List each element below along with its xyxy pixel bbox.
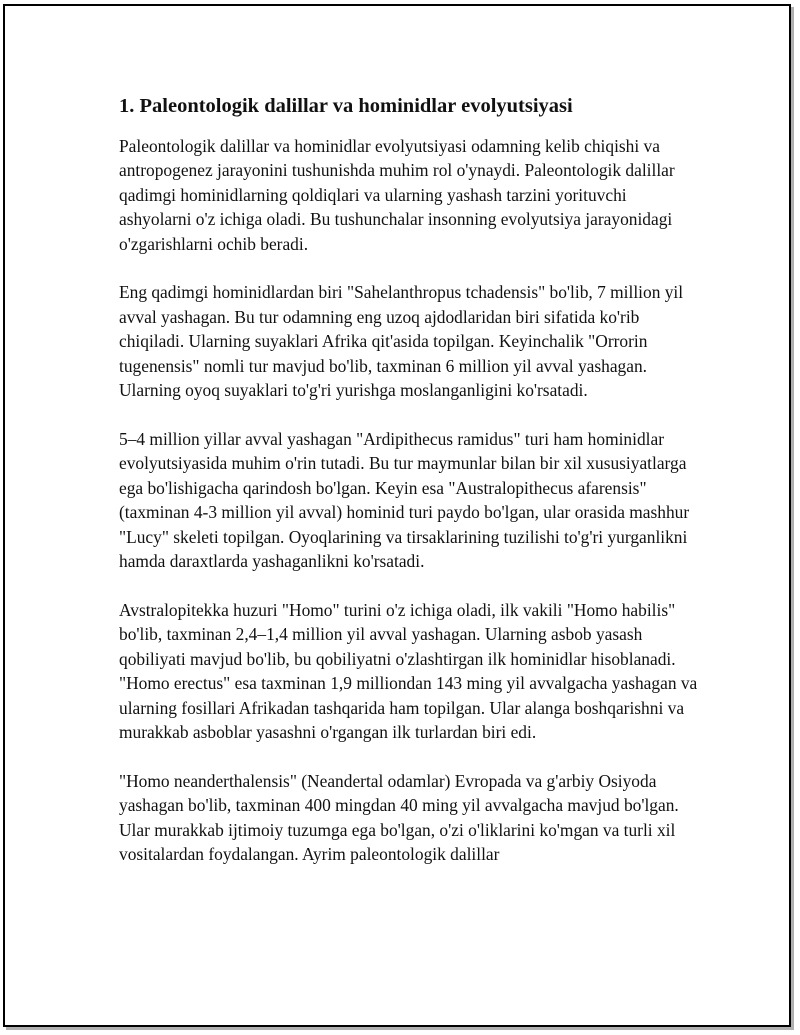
paragraph-homo: Avstralopitekka huzuri "Homo" turini o'z ichiga oladi, ilk vakili "Homo habilis" bo'lib, taxminan 2,4–1,4 million yil avval yashagan. Ularning asbob yasash qobiliyati mavjud bo'lib, bu qobiliyatni o'zlashtirgan ilk hominidlar hisoblanadi. "Homo erectus" esa taxminan 1,9 milliondan 143 ming yil avvalgacha yashagan va ularning fosillari Afrikadan tashqarida ham topilgan. Ular alanga boshqarishni va murakkab asboblar yasashni o'rgangan ilk turlardan biri edi. [119, 599, 698, 743]
paragraph-intro: Paleontologik dalillar va hominidlar evolyutsiyasi odamning kelib chiqishi va antropogenez jarayonini tushunishda muhim rol o'ynaydi. Paleontologik dalillar qadimgi hominidlarning qoldiqlari va ularning yashash tarzini yorituvchi ashyolarni o'z ichiga oladi. Bu tushunchalar insonning evolyutsiya jarayonidagi o'zgarishlarni ochib beradi. [119, 135, 675, 254]
paragraph-ardipithecus: 5–4 million yillar avval yashagan "Ardipithecus ramidus" turi ham hominidlar evolyutsiyasida muhim o'rin tutadi. Bu tur maymunlar bilan bir xil xususiyatlarga ega bo'lishigacha qarindosh bo'lgan. Keyin esa "Australopithecus afarensis" (taxminan 4-3 million yil avval) hominid turi paydo bo'lgan, ular orasida mashhur "Lucy" skeleti topilgan. Oyoqlarining va tirsaklarining tuzilishi to'g'ri yurganlikni hamda daraxtlarda yashaganlikni ko'rsatadi. [119, 428, 690, 572]
section-heading: 1. Paleontologik dalillar va hominidlar evolyutsiyasi [119, 95, 573, 117]
document-body [119, 94, 699, 891]
document-page [3, 4, 791, 1027]
paragraph-sahelanthropus: Eng qadimgi hominidlardan biri "Sahelanthropus tchadensis" bo'lib, 7 million yil avval yashagan. Bu tur odamning eng uzoq ajdodlaridan biri sifatida ko'rib chiqiladi. Ularning suyaklari Afrika qit'asida topilgan. Keyinchalik "Orrorin tugenensis" nomli tur mavjud bo'lib, taxminan 6 million yil avval yashagan. Ularning oyoq suyaklari to'g'ri yurishga moslanganligini ko'rsatadi. [119, 282, 684, 401]
paragraph-neanderthal: "Homo neanderthalensis" (Neandertal odamlar) Evropada va g'arbiy Osiyoda yashagan bo'lib, taxminan 400 mingdan 40 ming yil avvalgacha mavjud bo'lgan. Ular murakkab ijtimoiy tuzumga ega bo'lgan, o'zi o'liklarini ko'mgan va turli xil vositalardan foydalangan. Ayrim paleontologik dalillar [119, 770, 679, 865]
